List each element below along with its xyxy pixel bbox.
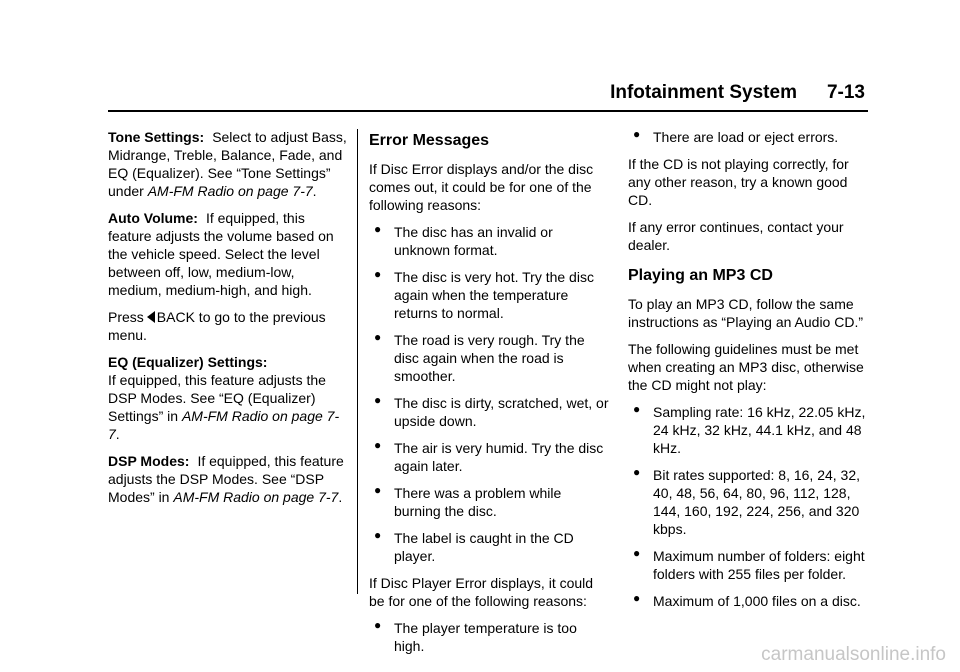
list-item-text: The label is caught in the CD player. — [394, 530, 574, 564]
mp3-intro-para: To play an MP3 CD, follow the same instructions as “Playing an Audio CD.” — [628, 296, 863, 330]
list-item — [628, 466, 873, 538]
bullet-icon: ● — [633, 546, 641, 560]
player-error-list-continued — [628, 128, 873, 146]
list-item-text: Maximum number of folders: eight folders with 255 files per folder. — [653, 548, 865, 582]
list-item — [369, 439, 609, 475]
bullet-icon: ● — [374, 528, 382, 542]
eq-settings-label: EQ (Equalizer) Settings: — [108, 354, 268, 370]
list-item-text: The road is very rough. Try the disc again when the road is smoother. — [394, 332, 585, 384]
list-item-text: Sampling rate: 16 kHz, 22.05 kHz, 24 kHz, 32 kHz, 44.1 kHz, and 48 kHz. — [653, 404, 866, 456]
eq-settings-ref[interactable]: AM-FM Radio on page 7-7 — [108, 408, 340, 442]
page-header — [0, 80, 960, 114]
dsp-modes-end: . — [338, 489, 343, 505]
disc-error-list — [369, 223, 609, 565]
header-text — [610, 82, 865, 104]
list-item-text: The air is very humid. Try the disc again later. — [394, 440, 604, 474]
column-divider — [357, 129, 358, 594]
header-rule — [108, 110, 868, 112]
bullet-icon: ● — [374, 483, 382, 497]
bullet-icon: ● — [633, 591, 641, 605]
bullet-icon: ● — [374, 267, 382, 281]
dsp-modes-label: DSP Modes: — [108, 453, 190, 469]
bullet-icon: ● — [374, 393, 382, 407]
list-item — [628, 128, 873, 146]
tone-settings-end: . — [312, 183, 317, 199]
tone-settings-para — [108, 128, 348, 200]
eq-settings-text: If equipped, this feature adjusts the DSP Modes. See “EQ (Equalizer) Settings” in — [108, 372, 326, 424]
bullet-icon: ● — [374, 438, 382, 452]
cd-not-playing-para: If the CD is not playing correctly, for any other reason, try a known good CD. — [628, 156, 849, 208]
bullet-icon: ● — [633, 127, 641, 141]
list-item — [369, 331, 609, 385]
error-messages-heading: Error Messages — [369, 132, 490, 149]
tone-settings-ref[interactable]: AM-FM Radio on page 7-7 — [147, 183, 313, 199]
list-item-text: Bit rates supported: 8, 16, 24, 32, 40, 48, 56, 64, 80, 96, 112, 128, 144, 160, 192, 224, 256, and 320 kbps. — [653, 467, 861, 537]
column-3 — [628, 128, 873, 619]
column-1 — [108, 128, 348, 515]
disc-error-intro: If Disc Error displays and/or the disc comes out, it could be for one of the following reasons: — [369, 161, 594, 213]
dsp-modes-text: If equipped, this feature adjusts the DSP Modes. See “DSP Modes” in — [108, 453, 344, 505]
section-title: Infotainment System — [610, 82, 797, 103]
mp3-guidelines-list — [628, 403, 873, 610]
tone-settings-text: Select to adjust Bass, Midrange, Treble, Balance, Fade, and EQ (Equalizer). See “Tone Settings” under — [108, 129, 347, 199]
list-item — [628, 547, 873, 583]
list-item — [369, 223, 609, 259]
page-number: 7-13 — [826, 82, 865, 103]
list-item-text: There was a problem while burning the disc. — [394, 485, 562, 519]
column-2 — [369, 128, 609, 664]
list-item — [369, 529, 609, 565]
bullet-icon: ● — [374, 222, 382, 236]
back-arrow-icon — [147, 311, 155, 323]
auto-volume-para — [108, 209, 348, 299]
eq-settings-para — [108, 353, 348, 443]
player-error-list — [369, 619, 609, 655]
dsp-modes-para — [108, 452, 348, 506]
list-item — [369, 394, 609, 430]
back-text: BACK to go to the previous menu. — [108, 309, 326, 343]
press-text: Press — [108, 309, 144, 325]
list-item-text: The disc has an invalid or unknown format. — [394, 224, 553, 258]
list-item — [369, 484, 609, 520]
list-item-text: The player temperature is too high. — [394, 620, 577, 654]
watermark-text: carmanualsonline.info — [761, 644, 946, 665]
auto-volume-label: Auto Volume: — [108, 210, 198, 226]
mp3-guidelines-para: The following guidelines must be met when creating an MP3 disc, otherwise the CD might not play: — [628, 341, 864, 393]
press-back-para — [108, 308, 348, 344]
list-item-text: Maximum of 1,000 files on a disc. — [653, 593, 861, 609]
bullet-icon: ● — [633, 402, 641, 416]
list-item-text: The disc is very hot. Try the disc again when the temperature returns to normal. — [394, 269, 594, 321]
eq-settings-end: . — [115, 426, 120, 442]
dsp-modes-ref[interactable]: AM-FM Radio on page 7-7 — [173, 489, 339, 505]
bullet-icon: ● — [633, 465, 641, 479]
list-item — [369, 619, 609, 655]
list-item — [369, 268, 609, 322]
list-item-text: The disc is dirty, scratched, wet, or upside down. — [394, 395, 609, 429]
bullet-icon: ● — [374, 330, 382, 344]
bullet-icon: ● — [374, 618, 382, 632]
tone-settings-label: Tone Settings: — [108, 129, 205, 145]
contact-dealer-para: If any error continues, contact your dealer. — [628, 219, 844, 253]
list-item-text: There are load or eject errors. — [653, 129, 839, 145]
list-item — [628, 403, 873, 457]
list-item — [628, 592, 873, 610]
player-error-intro: If Disc Player Error displays, it could be for one of the following reasons: — [369, 575, 594, 609]
mp3-heading: Playing an MP3 CD — [628, 267, 773, 284]
auto-volume-text: If equipped, this feature adjusts the volume based on the vehicle speed. Select the level between off, low, medium-low, medium, medium-high, and high. — [108, 210, 334, 298]
